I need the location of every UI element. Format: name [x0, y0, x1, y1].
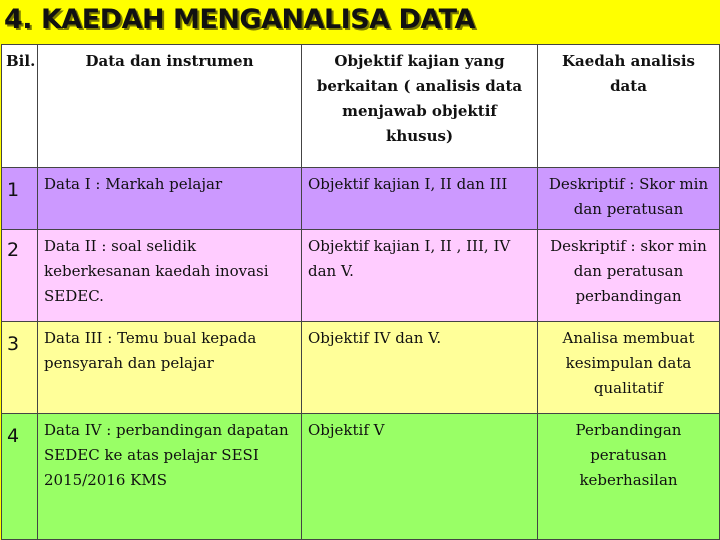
row-number: 1: [2, 168, 38, 230]
table-row: [2, 414, 720, 540]
row-data: Data IV : perbandingan dapatan SEDEC ke atas pelajar SESI 2015/2016 KMS: [38, 414, 302, 540]
row-objektif: Objektif kajian I, II dan III: [302, 168, 538, 230]
row-objektif: Objektif IV dan V.: [302, 322, 538, 414]
row-objektif: Objektif kajian I, II , III, IV dan V.: [302, 230, 538, 322]
row-number: 4: [2, 414, 38, 540]
row-kaedah: Perbandingan peratusan keberhasilan: [538, 414, 720, 540]
analysis-table: [1, 44, 720, 540]
header-bil: Bil.: [2, 45, 38, 168]
row-data: Data II : soal selidik keberkesanan kaedah inovasi SEDEC.: [38, 230, 302, 322]
row-data: Data I : Markah pelajar: [38, 168, 302, 230]
table-row: [2, 230, 720, 322]
row-kaedah: Deskriptif : skor min dan peratusan perbandingan: [538, 230, 720, 322]
page-title: 4. KAEDAH MENGANALISA DATA: [4, 4, 475, 35]
row-number: 2: [2, 230, 38, 322]
row-kaedah: Deskriptif : Skor min dan peratusan: [538, 168, 720, 230]
row-kaedah: Analisa membuat kesimpulan data qualitatif: [538, 322, 720, 414]
row-data: Data III : Temu bual kepada pensyarah dan pelajar: [38, 322, 302, 414]
table-row: [2, 168, 720, 230]
row-number: 3: [2, 322, 38, 414]
header-kaedah: Kaedah analisis data: [538, 45, 720, 168]
table-row: [2, 322, 720, 414]
header-data: Data dan instrumen: [38, 45, 302, 168]
header-objektif: Objektif kajian yang berkaitan ( analisis data menjawab objektif khusus): [302, 45, 538, 168]
table-header-row: [2, 45, 720, 168]
row-objektif: Objektif V: [302, 414, 538, 540]
